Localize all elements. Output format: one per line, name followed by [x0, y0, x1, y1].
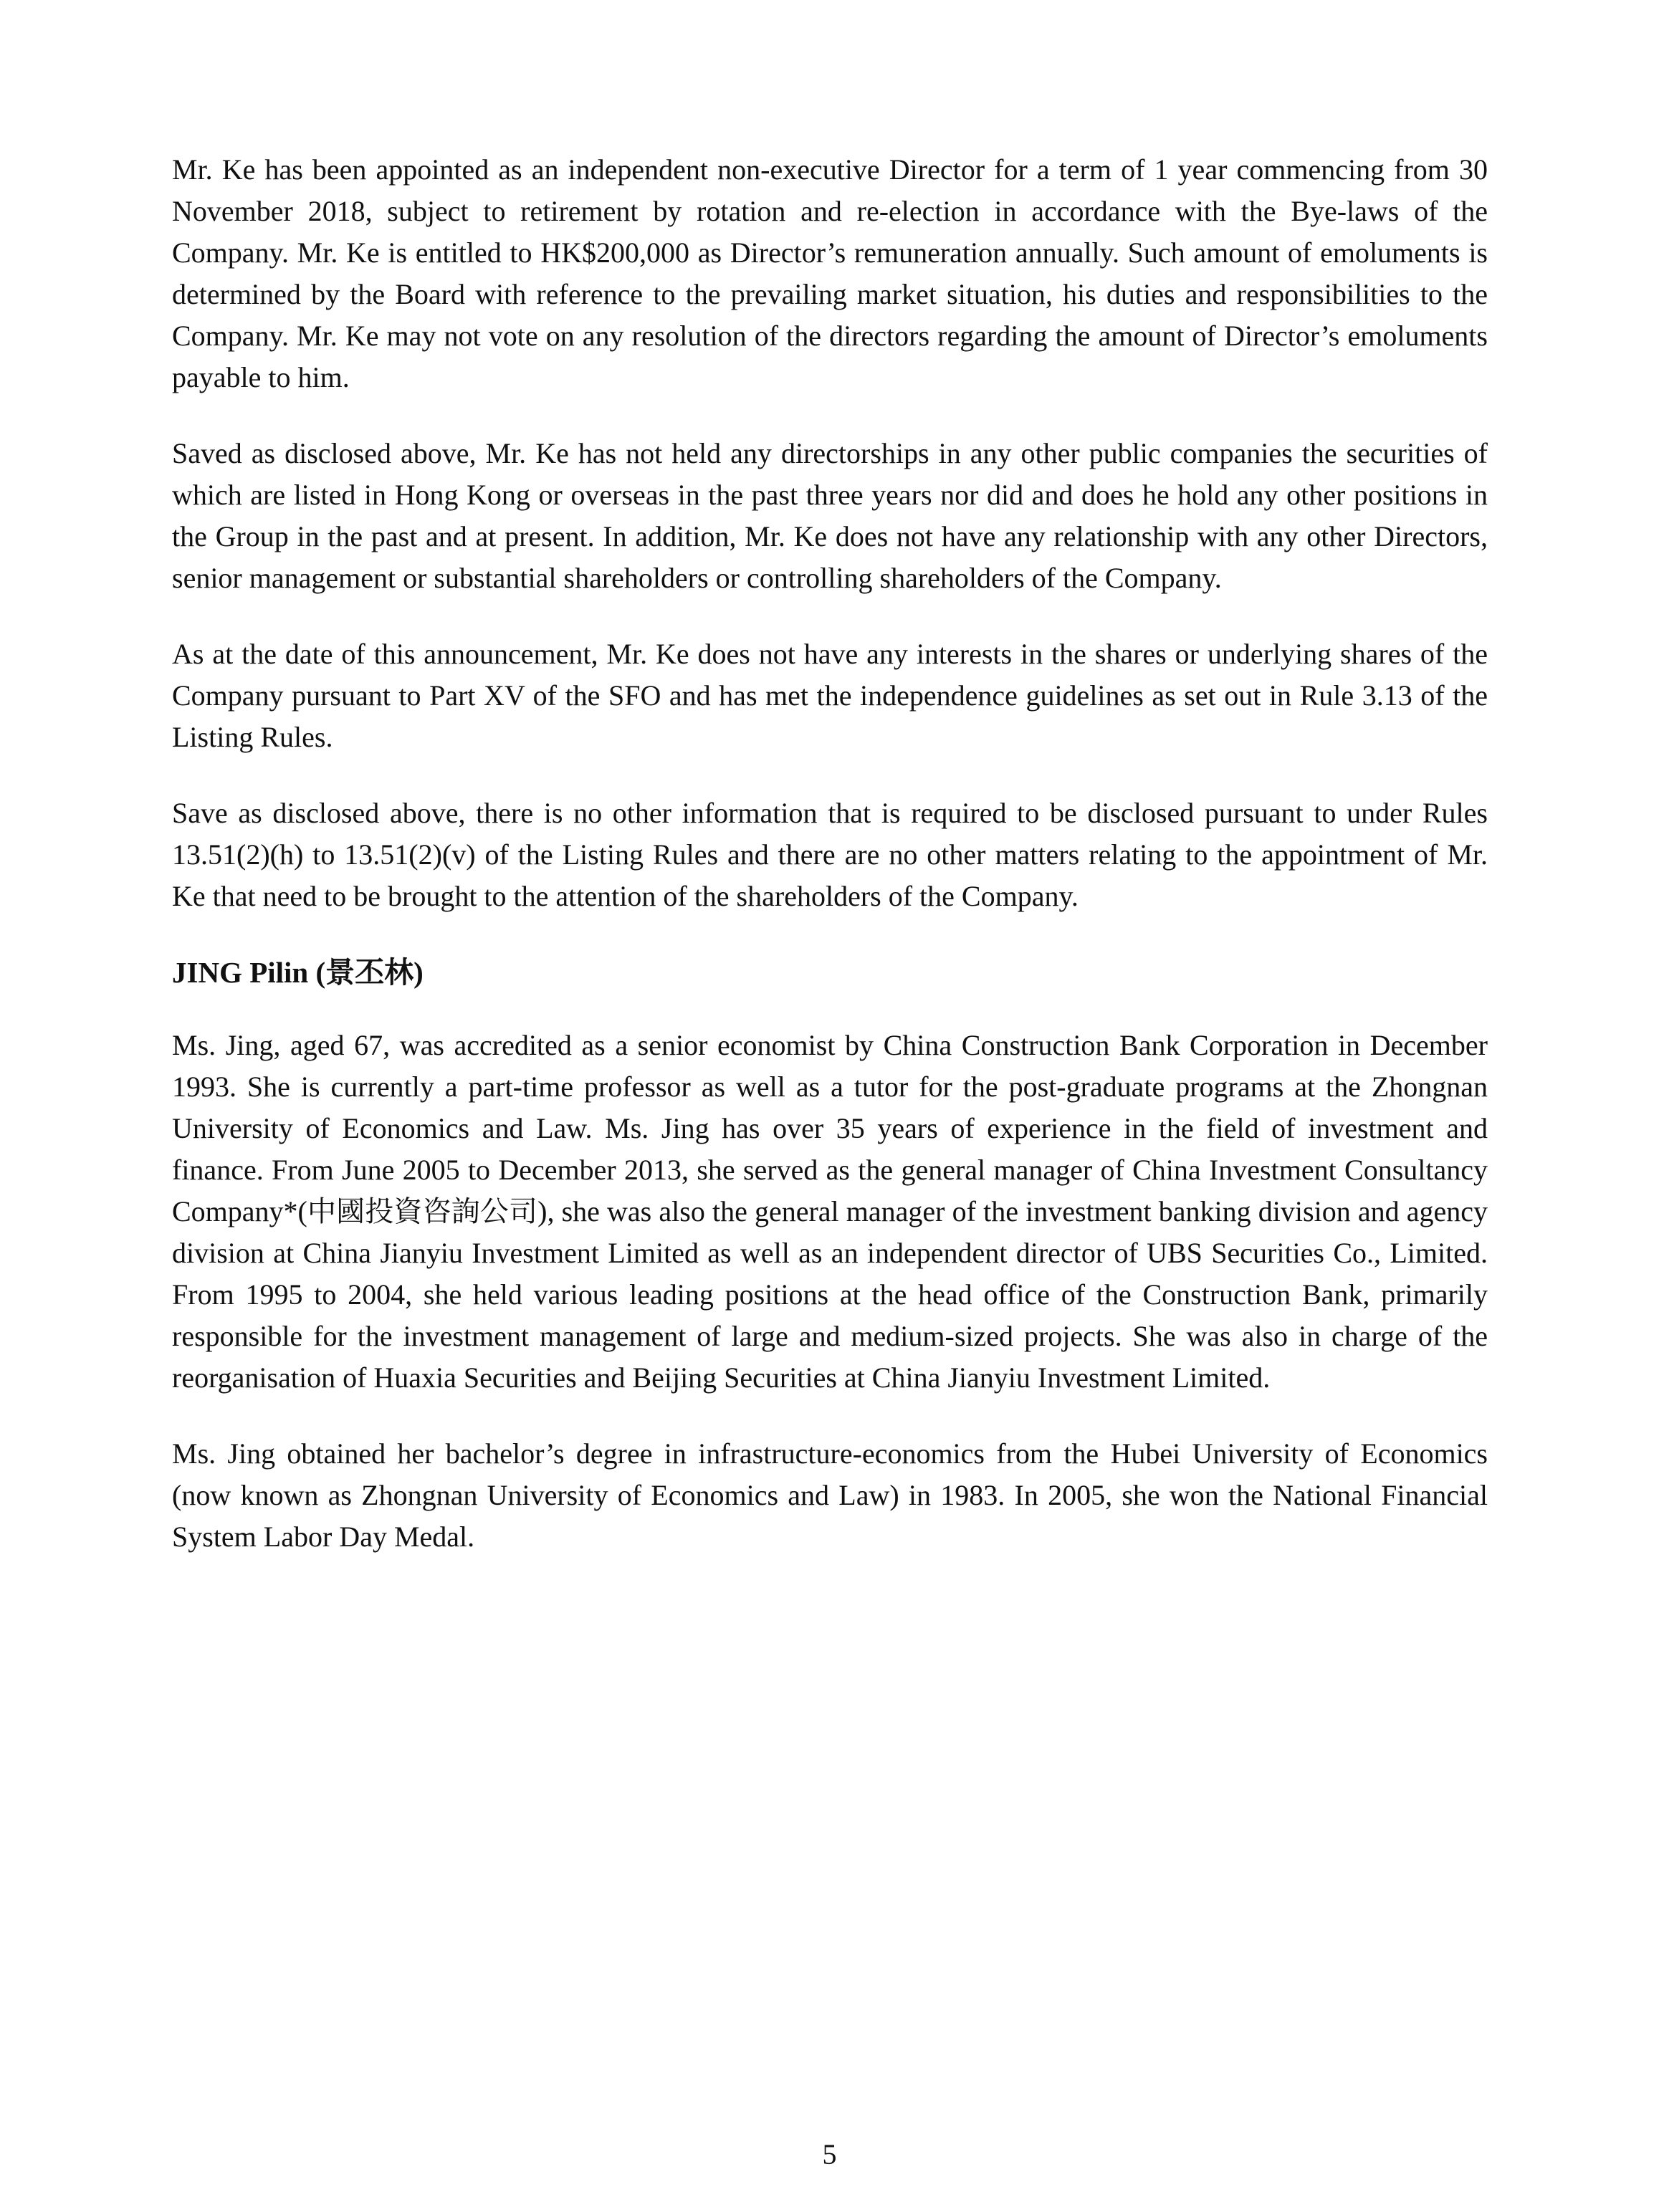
page-content — [172, 149, 1488, 1592]
paragraph-jing-education: Ms. Jing obtained her bachelor’s degree in infrastructure-economics from the Hubei University of Economics (now known as Zhongnan University of Economics and Law) in 1983. In 2005, she won the National Financial System Labor Day Medal. — [172, 1437, 1488, 1553]
section-heading-jing-pilin: JING Pilin (景丕林) — [172, 956, 424, 989]
paragraph-jing-biography: Ms. Jing, aged 67, was accredited as a senior economist by China Construction Bank Corporation in December 1993. She is currently a part-time professor as well as a tutor for the post-graduate programs at the Zhongnan University of Economics and Law. Ms. Jing has over 35 years of experience in the field of investment and finance. From June 2005 to December 2013, she served as the general manager of China Investment Consultancy Company*(中國投資咨詢公司), she was also the general manager of the investment banking division and agency division at China Jianyiu Investment Limited as well as an independent director of UBS Securities Co., Limited. From 1995 to 2004, she held various leading positions at the head office of the Construction Bank, primarily responsible for the investment management of large and medium-sized projects. She was also in charge of the reorganisation of Huaxia Securities and Beijing Securities at China Jianyiu Investment Limited. — [172, 1029, 1488, 1394]
page-number: 5 — [822, 2138, 837, 2170]
paragraph-ke-interests-sfo: As at the date of this announcement, Mr. Ke does not have any interests in the shares or underlying shares of the Company pursuant to Part XV of the SFO and has met the independence guidelines as set out in Rule 3.13 of the Listing Rules. — [172, 638, 1488, 753]
paragraph-ke-listing-rules-disclosure: Save as disclosed above, there is no other information that is required to be disclosed pursuant to under Rules 13.51(2)(h) to 13.51(2)(v) of the Listing Rules and there are no other matters relating to the appointment of Mr. Ke that need to be brought to the attention of the shareholders of the Company. — [172, 797, 1488, 912]
paragraph-ke-appointment-terms: Mr. Ke has been appointed as an independent non-executive Director for a term of 1 year commencing from 30 November 2018, subject to retirement by rotation and re-election in accordance with the Bye-laws of the Company. Mr. Ke is entitled to HK$200,000 as Director’s remuneration annually. Such amount of emoluments is determined by the Board with reference to the prevailing market situation, his duties and responsibilities to the Company. Mr. Ke may not vote on any resolution of the directors regarding the amount of Director’s emoluments payable to him. — [172, 153, 1488, 393]
paragraph-ke-directorships-disclosure: Saved as disclosed above, Mr. Ke has not held any directorships in any other public companies the securities of which are listed in Hong Kong or overseas in the past three years nor did and does he hold any other positions in the Group in the past and at present. In addition, Mr. Ke does not have any relationship with any other Directors, senior management or substantial shareholders or controlling shareholders of the Company. — [172, 437, 1488, 594]
